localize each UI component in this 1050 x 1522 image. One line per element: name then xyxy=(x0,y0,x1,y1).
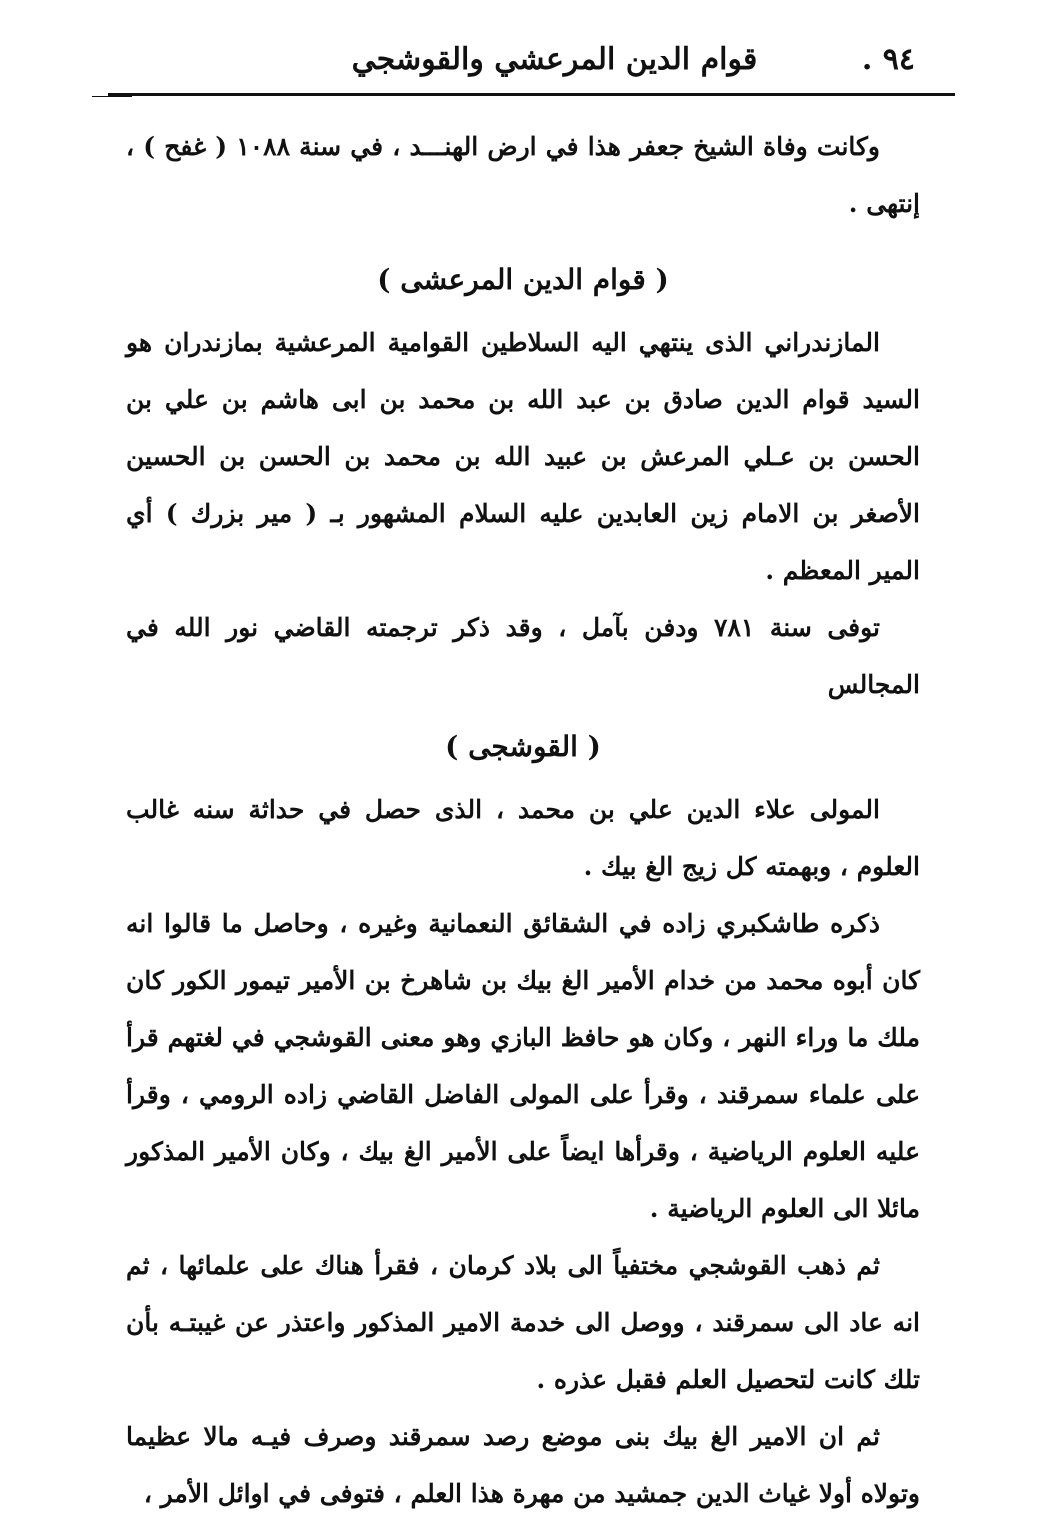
section-heading-marashi: ( قوام الدين المرعشى ) xyxy=(377,263,669,296)
paragraph-qushji-intro: المولى علاء الدين علي بن محمد ، الذى حصل في حداثة سنه غالب العلوم ، وبهمته كل زيج الغ بيك . xyxy=(126,795,920,881)
page-body xyxy=(126,118,920,1522)
paragraph-jafar-death: وكانت وفاة الشيخ جعفر هذا في ارض الهنـــد ، في سنة ١٠٨٨ ( غفح ) ، إنتهى . xyxy=(126,132,920,218)
page-number: ٩٤ . xyxy=(861,42,915,77)
paragraph-samarkand-observatory: ثم ان الامير الغ بيك بنى موضع رصد سمرقند وصرف فيـه مالا عظيما وتولاه أولا غياث الدين جمشيد من مهرة هذا العلم ، فتوفى في اوائل الأمر ، xyxy=(126,1422,920,1508)
paragraph-marashi-death: توفى سنة ٧٨١ ودفن بآمل ، وقد ذكر ترجمته القاضي نور الله في المجالس xyxy=(126,613,920,699)
spacer xyxy=(126,232,920,246)
paragraph-marashi-lineage: المازندراني الذى ينتهي اليه السلاطين القوامية المرعشية بمازندران هو السيد قوام الدين صادق بن عبد الله بن محمد بن ابى هاشم بن علي بن الحسن بن عـلي المرعش بن عبيد الله بن محمد بن الحسن بن الحسين الأصغر بن الامام زين العابدين عليه السلام المشهور بـ ( مير بزرك ) أي المير المعظم . xyxy=(126,328,920,585)
header-rule-extension xyxy=(92,96,132,97)
page-header xyxy=(110,42,955,92)
section-heading-qushji: ( القوشجى ) xyxy=(445,730,601,763)
running-title: قوام الدين المرعشي والقوشجي xyxy=(351,42,758,77)
paragraph-qushji-kerman: ثم ذهب القوشجي مختفياً الى بلاد كرمان ، فقرأ هناك على علمائها ، ثم انه عاد الى سمرقند ، ووصل الى خدمة الامير المذكور واعتذر عن غيبتـه بأن تلك كانت لتحصيل العلم فقبل عذره . xyxy=(126,1251,920,1394)
header-rule xyxy=(108,93,955,96)
paragraph-qushji-biography: ذكره طاشكبري زاده في الشقائق النعمانية وغيره ، وحاصل ما قالوا انه كان أبوه محمد من خدام الأمير الغ بيك بن شاهرخ بن الأمير تيمور الكور كان ملك ما وراء النهر ، وكان هو حافظ البازي وهو معنى القوشجي في لغتهم قرأ على علماء سمرقند ، وقرأ على المولى الفاضل القاضي زاده الرومي ، وقرأ عليه العلوم الرياضية ، وقرأها ايضاً على الأمير الغ بيك ، وكان الأمير المذكور مائلا الى العلوم الرياضية . xyxy=(126,909,921,1223)
